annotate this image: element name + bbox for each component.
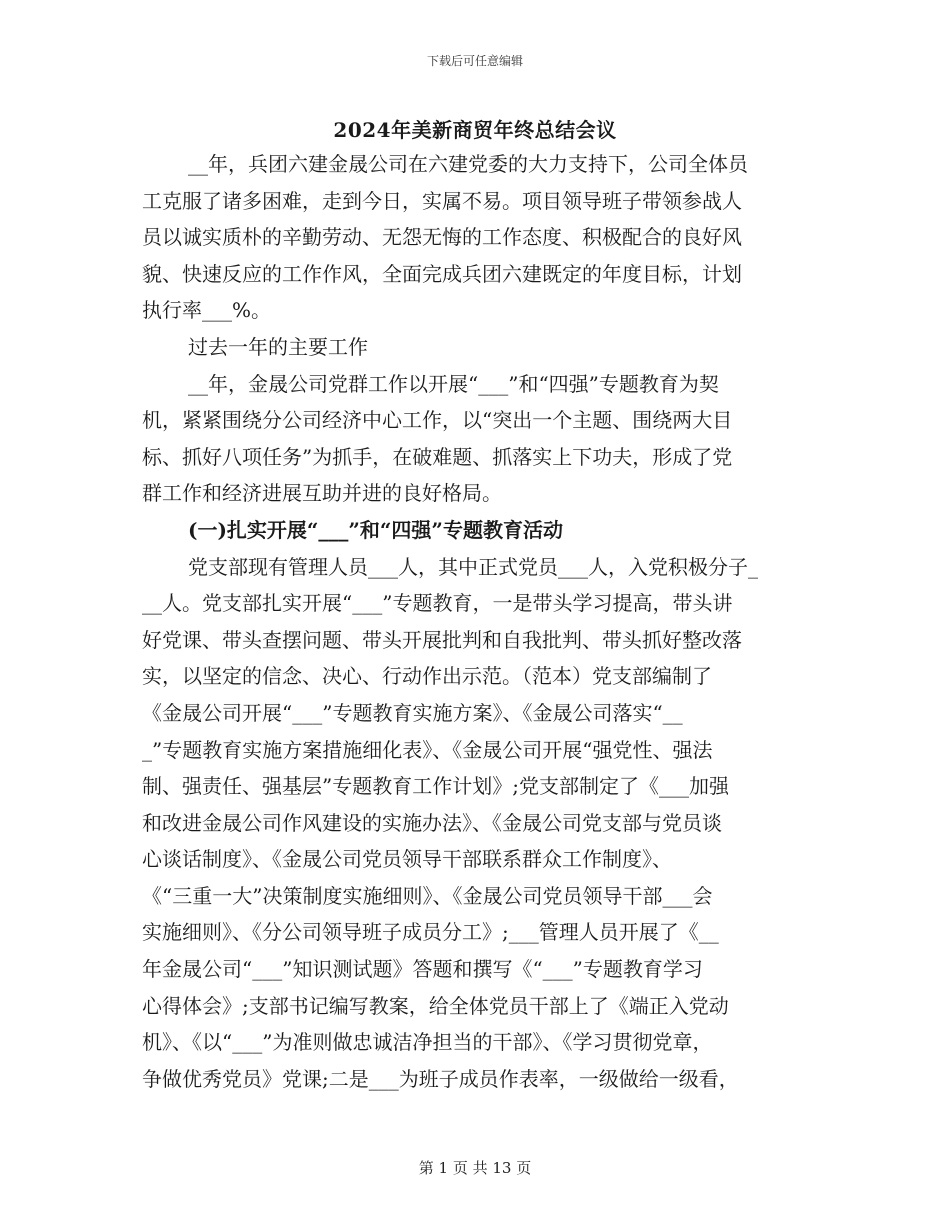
paragraph-line: __年，金晟公司党群工作以开展“___”和“四强”专题教育为契 bbox=[188, 371, 719, 396]
paragraph-line: 和改进金晟公司作风建设的实施办法》、《金晟公司党支部与党员谈 bbox=[142, 810, 722, 835]
paragraph-line: __年，兵团六建金晟公司在六建党委的大力支持下，公司全体员 bbox=[188, 152, 748, 176]
paragraph-line: 年金晟公司“___”知识测试题》答题和撰写《“___”专题教育学习 bbox=[142, 957, 703, 982]
paragraph-line: 标、抓好八项任务”为抓手，在破难题、抓落实上下功夫，形成了党 bbox=[142, 444, 733, 469]
paragraph-line: 执行率___%。 bbox=[142, 298, 272, 323]
paragraph-line: 貌、快速反应的工作作风，全面完成兵团六建既定的年度目标，计划 bbox=[142, 261, 742, 286]
section-heading-line: (一)扎实开展“___”和“四强”专题教育活动 bbox=[188, 517, 563, 542]
paragraph-line: 《“三重一大”决策制度实施细则》、《金晟公司党员领导干部___会 bbox=[142, 883, 713, 908]
paragraph-line: 机》、《以“___”为准则做忠诚洁净担当的干部》、《学习贯彻党章， bbox=[142, 1030, 713, 1055]
paragraph-line: 实施细则》、《分公司领导班子成员分工》;___管理人员开展了《__ bbox=[142, 920, 719, 945]
paragraph-line: 好党课、带头查摆问题、带头开展批判和自我批判、带头抓好整改落 bbox=[142, 627, 742, 652]
document-title: 2024年美新商贸年终总结会议 bbox=[333, 118, 617, 142]
paragraph-line: __人。党支部扎实开展“___”专题教育，一是带头学习提高，带头讲 bbox=[142, 591, 733, 616]
paragraph-line: 《金晟公司开展“___”专题教育实施方案》、《金晟公司落实“__ bbox=[142, 700, 683, 725]
paragraph-line: 机，紧紧围绕分公司经济中心工作，以“突出一个主题、围绕两大目 bbox=[142, 408, 733, 433]
paragraph-line: 实，以坚定的信念、决心、行动作出示范。（范本）党支部编制了 bbox=[142, 664, 712, 689]
paragraph-line: 争做优秀党员》党课;二是___为班子成员作表率，一级做给一级看， bbox=[142, 1066, 739, 1091]
paragraph-line: 制、强责任、强基层”专题教育工作计划》;党支部制定了《___加强 bbox=[142, 774, 729, 799]
page-header-note: 下载后可任意编辑 bbox=[426, 54, 523, 68]
paragraph-line: 员以诚实质朴的辛勤劳动、无怨无悔的工作态度、积极配合的良好风 bbox=[142, 225, 742, 250]
paragraph-line: 过去一年的主要工作 bbox=[188, 334, 368, 359]
paragraph-line: 党支部现有管理人员___人，其中正式党员___人，入党积极分子_ bbox=[188, 554, 758, 579]
document-body bbox=[142, 146, 810, 1097]
paragraph-line: 群工作和经济进展互助并进的良好格局。 bbox=[142, 481, 502, 506]
paragraph-line: 工克服了诸多困难，走到今日，实属不易。项目领导班子带领参战人 bbox=[142, 188, 742, 213]
paragraph-line: 心谈话制度》、《金晟公司党员领导干部联系群众工作制度》、 bbox=[142, 847, 672, 872]
paragraph-line: 心得体会》;支部书记编写教案，给全体党员干部上了《端正入党动 bbox=[142, 993, 729, 1018]
page-number-footer: 第 1 页 共 13 页 bbox=[418, 1159, 532, 1177]
paragraph-line: _”专题教育实施方案措施细化表》、《金晟公司开展“强党性、强法 bbox=[142, 737, 713, 762]
